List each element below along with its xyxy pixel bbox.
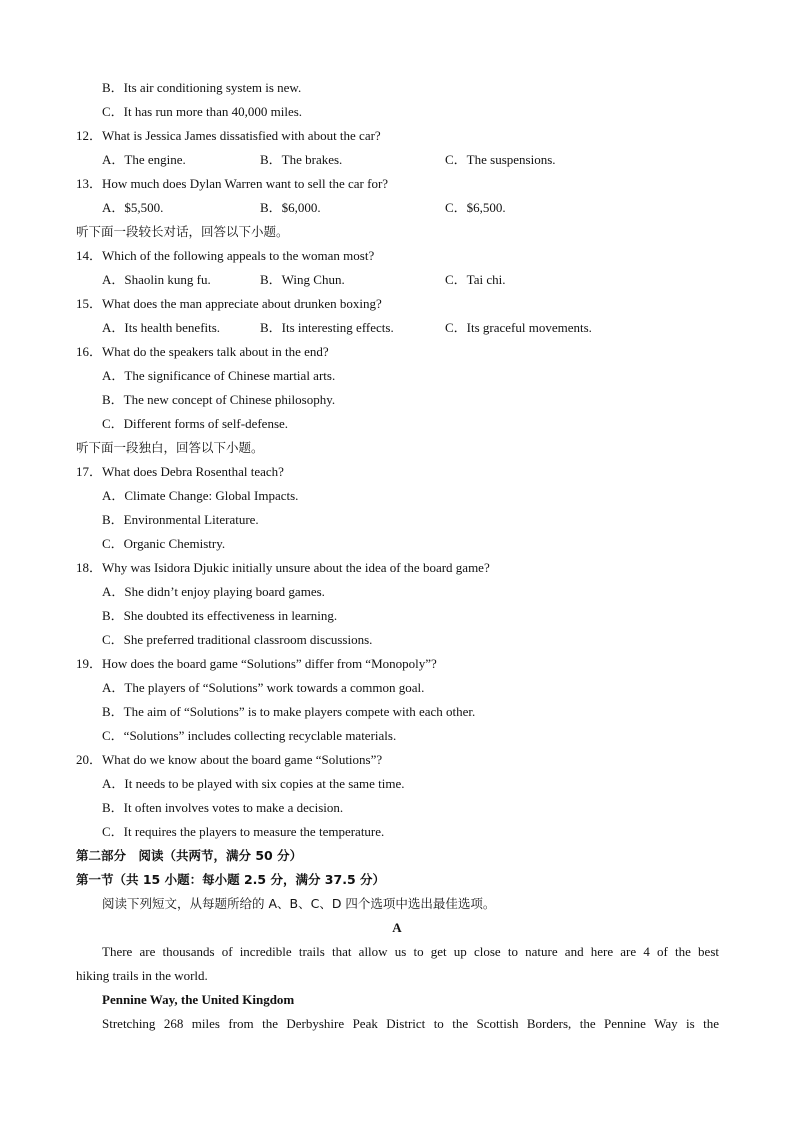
q16-option-b: B．The new concept of Chinese philosophy.: [102, 392, 336, 407]
q18-option-a: A．She didn’t enjoy playing board games.: [102, 584, 325, 599]
q18-option-c: C．She preferred traditional classroom discussions.: [102, 632, 373, 647]
q15-option-b: B．Its interesting effects.: [260, 320, 394, 335]
q17-option-a: A．Climate Change: Global Impacts.: [102, 488, 299, 503]
q13-option-c: C．$6,500.: [445, 200, 506, 215]
q15-stem: 15．What does the man appreciate about drunken boxing?: [76, 296, 382, 311]
q20-option-a: A．It needs to be played with six copies at the same time.: [102, 776, 405, 791]
monologue-instruction: 听下面一段独白，回答以下小题。: [76, 440, 264, 455]
passage-intro-line-2: hiking trails in the world.: [76, 968, 208, 983]
q11-option-c: C．It has run more than 40,000 miles.: [102, 104, 303, 119]
q18-stem: 18．Why was Isidora Djukic initially unsure about the idea of the board game?: [76, 560, 490, 575]
q19-option-b: B．The aim of “Solutions” is to make players compete with each other.: [102, 704, 476, 719]
q19-option-a: A．The players of “Solutions” work towards a common goal.: [102, 680, 425, 695]
q16-stem: 16．What do the speakers talk about in the end?: [76, 344, 329, 359]
long-dialogue-instruction: 听下面一段较长对话，回答以下小题。: [76, 224, 289, 239]
q13-option-b: B．$6,000.: [260, 200, 321, 215]
passage-intro-line-1: There are thousands of incredible trails that allow us to get up close to nature and here are 4 of the best: [102, 944, 719, 959]
q14-option-a: A．Shaolin kung fu.: [102, 272, 211, 287]
trail-subheading: Pennine Way, the United Kingdom: [102, 992, 295, 1007]
q17-option-b: B．Environmental Literature.: [102, 512, 259, 527]
q12-option-a: A．The engine.: [102, 152, 186, 167]
q14-stem: 14．Which of the following appeals to the woman most?: [76, 248, 375, 263]
passage-label: A: [392, 920, 402, 935]
q15-option-a: A．Its health benefits.: [102, 320, 221, 335]
q11-option-b: B．Its air conditioning system is new.: [102, 80, 302, 95]
q19-stem: 19．How does the board game “Solutions” differ from “Monopoly”?: [76, 656, 437, 671]
q12-option-b: B．The brakes.: [260, 152, 343, 167]
part-two-heading: 第二部分 阅读（共两节，满分 50 分）: [76, 848, 303, 863]
q14-option-b: B．Wing Chun.: [260, 272, 345, 287]
passage-body-line-1: Stretching 268 miles from the Derbyshire Peak District to the Scottish Borders, the Pennine Way is the: [102, 1016, 719, 1031]
q16-option-c: C．Different forms of self-defense.: [102, 416, 289, 431]
q19-option-c: C．“Solutions” includes collecting recyclable materials.: [102, 728, 397, 743]
q16-option-a: A．The significance of Chinese martial arts.: [102, 368, 336, 383]
q13-stem: 13．How much does Dylan Warren want to sell the car for?: [76, 176, 389, 191]
q13-option-a: A．$5,500.: [102, 200, 164, 215]
q12-stem: 12．What is Jessica James dissatisfied with about the car?: [76, 128, 381, 143]
q14-option-c: C．Tai chi.: [445, 272, 506, 287]
q17-stem: 17．What does Debra Rosenthal teach?: [76, 464, 284, 479]
q20-stem: 20．What do we know about the board game “Solutions”?: [76, 752, 383, 767]
q20-option-c: C．It requires the players to measure the temperature.: [102, 824, 385, 839]
reading-instruction: 阅读下列短文，从每题所给的 A、B、C、D 四个选项中选出最佳选项。: [102, 896, 496, 911]
q18-option-b: B．She doubted its effectiveness in learning.: [102, 608, 338, 623]
q17-option-c: C．Organic Chemistry.: [102, 536, 226, 551]
q15-option-c: C．Its graceful movements.: [445, 320, 592, 335]
q20-option-b: B．It often involves votes to make a decision.: [102, 800, 344, 815]
q12-option-c: C．The suspensions.: [445, 152, 556, 167]
section-one-heading: 第一节（共 15 小题：每小题 2.5 分，满分 37.5 分）: [76, 872, 385, 887]
